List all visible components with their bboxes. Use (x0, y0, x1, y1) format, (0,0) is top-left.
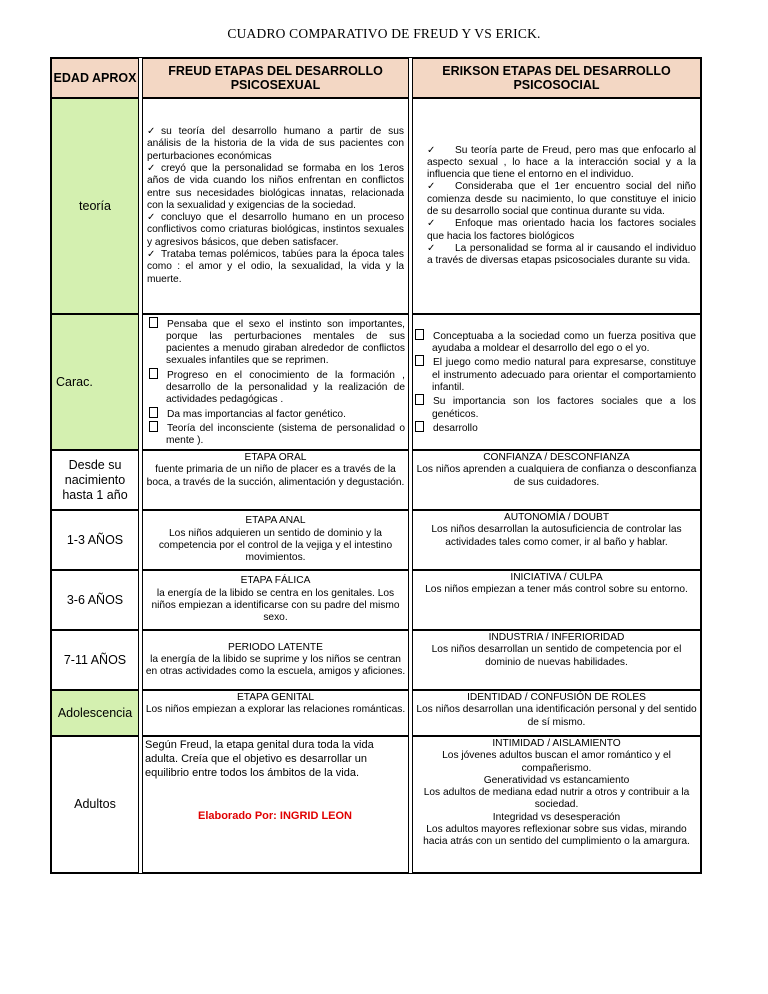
stage-text: Los niños desarrollan una identificación personal y del sentido de sí mismo. (416, 704, 697, 728)
bullet-square-icon (149, 421, 158, 432)
freud-stage-cell (142, 630, 409, 690)
age-cell: Desde su nacimiento hasta 1 año (51, 450, 139, 510)
erikson-stage-cell (412, 570, 701, 630)
erikson-stage-cell (412, 510, 701, 570)
checkmark-icon: ✓ (427, 218, 436, 230)
erikson-stage-cell (412, 450, 701, 510)
age-cell-adults: Adultos (51, 736, 139, 873)
stage-title: INTIMIDAD / AISLAMIENTO (492, 738, 621, 749)
stage-title: Generatividad vs estancamiento (483, 774, 630, 786)
list-item: El juego como medio natural para expresarse, constituye el instrumento adecuado para orientar el comportamiento infantil. (413, 355, 696, 394)
list-item: ✓ Su teoría parte de Freud, pero mas que enfocarlo al aspecto sexual , lo hace a la interacción social y a la influencia que tiene el entorno en el individuo. (427, 144, 696, 181)
checkmark-icon: ✓ (147, 126, 156, 138)
stage-title: Integridad vs desesperación (492, 811, 621, 823)
checkmark-icon: ✓ (147, 212, 156, 224)
stage-text: Los niños empiezan a explorar las relaciones románticas. (145, 704, 406, 716)
header-erikson: ERIKSON ETAPAS DEL DESARROLLO PSICOSOCIAL (412, 58, 701, 98)
stage-text: Los niños adquieren un sentido de dominio y la competencia por el control de la vejiga y el intestino movimientos. (158, 527, 393, 564)
bullet-square-icon (149, 368, 158, 379)
stage-title: ETAPA ANAL (245, 515, 306, 527)
checkmark-icon: ✓ (427, 242, 436, 254)
stage-title: PERIODO LATENTE (228, 641, 323, 653)
freud-adults-cell (142, 736, 409, 873)
bullet-square-icon (415, 329, 424, 340)
stage-text: Los adultos de mediana edad nutrir a otros y contribuir a la sociedad. (423, 787, 690, 811)
age-cell: 1-3 AÑOS (51, 510, 139, 570)
list-item: Progreso en el conocimiento de la formación , desarrollo de la personalidad y la realización de actividades pedagógicas . (147, 368, 405, 407)
stage-title: INDUSTRIA / INFERIORIDAD (488, 632, 625, 643)
stage-title: INICIATIVA / CULPA (510, 572, 603, 583)
list-item: ✓ Trataba temas polémicos, tabúes para la época tales como : el amor y el odio, la sexualidad, la vida y la muerte. (147, 249, 404, 285)
erikson-adults-cell (412, 736, 701, 873)
list-item: ✓ creyó que la personalidad se formaba en los 1eros años de vida cuando los niños enfrentan en conflictos entre sus necesidades biológicas innatas, relacionada con la sexualidad y exigencias de la sociedad. (147, 162, 404, 211)
comparison-table (50, 57, 702, 874)
erikson-stage-cell (412, 690, 701, 736)
checkmark-icon: ✓ (427, 181, 436, 193)
list-item: Teoría del inconsciente (sistema de personalidad o mente ). (147, 421, 405, 448)
header-age: EDAD APROX (51, 58, 139, 98)
age-cell-teoria: teoría (51, 98, 139, 314)
checkmark-icon: ✓ (427, 144, 436, 156)
stage-text: la energía de la libido se suprime y los niños se centran en otras actividades como la escuela, amigos y aficiones. (145, 653, 406, 678)
list-item: ✓ Consideraba que el 1er encuentro social del niño comienza desde su nacimiento, lo que constituye el inicio de su desarrollo social que continua durante su vida. (427, 181, 696, 217)
list-item: Da mas importancias al factor genético. (147, 407, 405, 421)
header-freud: FREUD ETAPAS DEL DESARROLLO PSICOSEXUAL (142, 58, 409, 98)
bullet-square-icon (415, 394, 424, 405)
stage-text: Los adultos mayores reflexionar sobre sus vidas, mirando hacia atrás con un sentido del cumplimiento o la amargura. (423, 824, 690, 848)
erikson-carac-cell (412, 314, 701, 450)
list-item: ✓ su teoría del desarrollo humano a partir de sus análisis de la historia de la vida de sus pacientes con perturbaciones económicas (147, 126, 404, 162)
age-cell: Adolescencia (51, 690, 139, 736)
bullet-square-icon (149, 317, 158, 328)
stage-text: Los niños empiezan a tener más control sobre su entorno. (425, 584, 688, 596)
checkmark-icon: ✓ (147, 162, 156, 174)
list-item: ✓ concluyo que el desarrollo humano en un proceso conflictivos como criaturas biológicas, instintos sexuales y agresivos básicos, que deben satisfacer. (147, 212, 404, 248)
stage-text: la energía de la libido se centra en los genitales. Los niños empiezan a identificarse con su padre del mismo sexo. (151, 587, 400, 624)
stage-title: IDENTIDAD / CONFUSIÓN DE ROLES (467, 692, 646, 703)
checkmark-icon: ✓ (147, 249, 156, 261)
bullet-square-icon (149, 407, 158, 418)
stage-text: Los jóvenes adultos buscan el amor romántico y el compañerismo. (442, 750, 671, 774)
freud-carac-cell (142, 314, 409, 450)
list-item: desarrollo (413, 421, 696, 435)
age-cell-carac: Carac. (51, 314, 139, 450)
freud-stage-cell (142, 510, 409, 570)
freud-teoria-cell (142, 98, 409, 314)
age-cell: 7-11 AÑOS (51, 630, 139, 690)
stage-text: Los niños desarrollan la autosuficiencia de controlar las actividades tales como comer, ir al baño y hablar. (431, 524, 682, 548)
freud-stage-cell (142, 690, 409, 736)
stage-title: ETAPA FÁLICA (240, 575, 311, 587)
erikson-teoria-cell (412, 98, 701, 314)
freud-stage-cell (142, 450, 409, 510)
stage-title: ETAPA ORAL (244, 452, 307, 463)
freud-stage-cell (142, 570, 409, 630)
list-item: Conceptuaba a la sociedad como un fuerza positiva que ayudaba a moldear el desarrollo del ego o el yo. (413, 329, 696, 356)
list-item: ✓ La personalidad se forma al ir causando el individuo a través de diversas etapas psicosociales durante su vida. (427, 242, 696, 267)
age-cell: 3-6 AÑOS (51, 570, 139, 630)
stage-title: CONFIANZA / DESCONFIANZA (483, 452, 630, 463)
list-item: Su importancia son los factores sociales que a los genéticos. (413, 394, 696, 421)
stage-text: Los niños desarrollan un sentido de competencia por el dominio de nuevas habilidades. (431, 644, 682, 668)
stage-title: ETAPA GENITAL (237, 692, 314, 703)
erikson-stage-cell (412, 630, 701, 690)
bullet-square-icon (415, 355, 424, 366)
author-credit: Elaborado Por: INGRID LEON (197, 810, 352, 822)
stage-text: fuente primaria de un niño de placer es a través de la boca, a través de la succión, alimentación y degustación. (146, 464, 405, 488)
bullet-square-icon (415, 421, 424, 432)
document-title: CUADRO COMPARATIVO DE FREUD Y VS ERICK. (227, 26, 541, 41)
stage-title: AUTONOMÍA / DOUBT (503, 512, 610, 523)
stage-text: Los niños aprenden a cualquiera de confianza o desconfianza de sus cuidadores. (416, 464, 697, 488)
adults-text: Según Freud, la etapa genital dura toda la vida adulta. Creía que el objetivo es desarrollar un equilibrio entre todos los ámbitos de la vida. (145, 739, 374, 779)
list-item: Pensaba que el sexo el instinto son importantes, porque las perturbaciones mentales de sus pacientes a menudo giraban alrededor de conflictos sexuales infantiles que se reprimen. (147, 317, 405, 368)
list-item: ✓ Enfoque mas orientado hacia los factores sociales que hacia los factores biológicos (427, 218, 696, 242)
